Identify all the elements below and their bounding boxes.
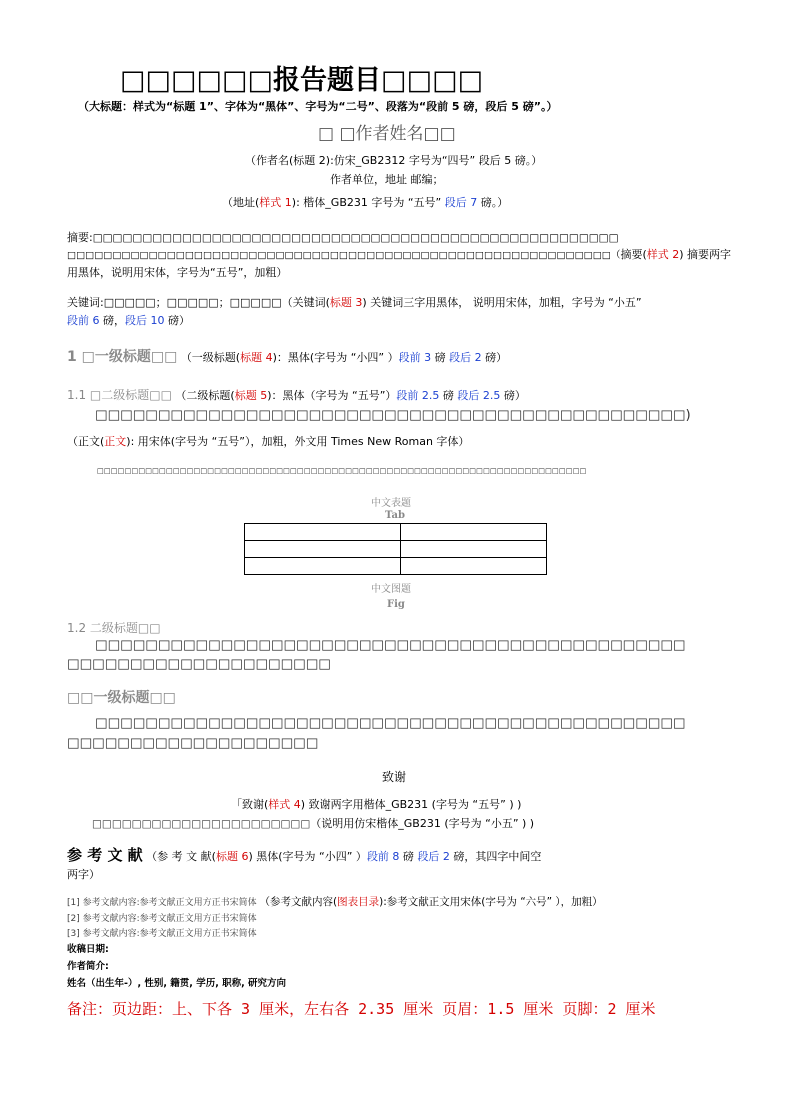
keywords-line-1 xyxy=(67,294,642,310)
reference-note-b: ):参考文献正文用宋体(字号为 “六号” ），加粗） xyxy=(379,896,603,908)
address-style-tag: 样式 1 xyxy=(259,196,292,209)
heading-1-text: 1 □一级标题□□ xyxy=(67,349,178,365)
address-after-spacing: 段后 7 xyxy=(444,196,478,209)
heading-1-note-a: （一级标题( xyxy=(180,351,241,364)
keywords-boxes: □□□□□；□□□□□；□□□□□（关键词( xyxy=(103,296,330,309)
author-style-note: （作者名(标题 2):仿宋_GB2312 字号为“四号” 段后 5 磅。） xyxy=(245,154,543,167)
table-row xyxy=(245,558,547,575)
heading-1b: □□一级标题□□ xyxy=(67,690,176,706)
author-name: □ □作者姓名□□ xyxy=(318,124,456,144)
figure-en-title: Fig xyxy=(387,599,405,610)
page-title: □□□□□□报告题目□□□□ xyxy=(120,65,484,96)
heading-1-end: 磅） xyxy=(481,351,508,364)
table-cell xyxy=(245,558,401,575)
refs-before: 段前 8 xyxy=(366,850,400,863)
author-bio: 姓名（出生年-）, 性别, 籍贯, 学历, 职称, 研究方向 xyxy=(67,978,287,989)
heading-2 xyxy=(67,386,526,403)
keywords-unit-1: 磅， xyxy=(99,314,125,327)
heading-1-mid: 磅 xyxy=(431,351,450,364)
keywords-after: 段后 10 xyxy=(125,314,165,327)
heading-2-end: 磅） xyxy=(500,389,526,402)
body-1-note-a: （正文( xyxy=(67,435,105,448)
table-cell xyxy=(401,558,547,575)
keywords-unit-2: 磅） xyxy=(164,314,190,327)
refs-heading-line xyxy=(67,844,541,865)
abstract-boxes-2: □□□□□□□□□□□□□□□□□□□□□□□□□□□□□□□□□□□□□□□□□□□□□□□□□□□□□□□□□□□□（ xyxy=(67,250,621,261)
heading-2-mid: 磅 xyxy=(439,389,458,402)
abstract-boxes-1: □□□□□□□□□□□□□□□□□□□□□□□□□□□□□□□□□□□□□□□□□□□□□□□□□□□□□ xyxy=(92,232,619,244)
ack-box-note: （说明用仿宋楷体_GB231 (字号为 “小五” ) ) xyxy=(310,817,535,830)
refs-after: 段后 2 xyxy=(417,850,450,863)
margin-note: 备注：页边距：上、下各 3 厘米，左右各 2.35 厘米 页眉：1.5 厘米 页脚：2 厘米 xyxy=(67,1000,656,1018)
abstract-line-3: 用黑体，说明用宋体，字号为“五号”，加粗） xyxy=(67,266,288,279)
keywords-line-2 xyxy=(67,312,190,328)
heading-2b: 1.2 二级标题□□ xyxy=(67,621,161,635)
body-1-style-tag: 正文 xyxy=(104,435,127,448)
table-en-title: Tab xyxy=(385,510,405,521)
heading-1-before: 段前 3 xyxy=(398,351,432,364)
body-1-boxes: □□□□□□□□□□□□□□□□□□□□□□□□□□□□□□□□□□□□□□□□□□□□□□□) xyxy=(95,408,691,423)
refs-note-b: ) 黑体(字号为 “小四” ） xyxy=(248,850,367,863)
body-3-line-2: □□□□□□□□□□□□□□□□□□□□ xyxy=(67,736,319,751)
ack-note-b: ) 致谢两字用楷体_GB231 (字号为 “五号” ) ) xyxy=(300,798,522,811)
figure-cn-title: 中文图题 xyxy=(371,584,411,595)
table-cell xyxy=(401,524,547,541)
received-date: 收稿日期: xyxy=(67,944,109,955)
reference-note xyxy=(260,896,603,908)
body-3-line-1: □□□□□□□□□□□□□□□□□□□□□□□□□□□□□□□□□□□□□□□□□□□□□□□ xyxy=(95,716,686,731)
table-cell xyxy=(245,524,401,541)
heading-2-note-b: )：黑体（字号为 “五号”） xyxy=(267,389,397,402)
table-cn-title: 中文表题 xyxy=(371,498,411,509)
ack-boxes-line xyxy=(92,815,534,831)
body-2-line-2: □□□□□□□□□□□□□□□□□□□□□ xyxy=(67,657,331,672)
abstract-line-1 xyxy=(67,229,619,245)
keywords-before: 段前 6 xyxy=(67,314,100,327)
ack-style-tag: 样式 4 xyxy=(268,798,301,811)
heading-1-after: 段后 2 xyxy=(449,351,482,364)
address-prefix: （地址( xyxy=(222,196,260,209)
refs-mid: 磅 xyxy=(399,850,418,863)
refs-heading: 参 考 文 献 xyxy=(67,846,143,864)
body-1-note xyxy=(67,433,469,449)
abstract-style-tag: 样式 2 xyxy=(646,248,680,261)
reference-item: [2] 参考文献内容:参考文献正文用方正书宋简体 xyxy=(67,914,257,924)
author-unit: 作者单位，地址 邮编； xyxy=(330,173,444,186)
refs-end: 磅，其四字中间空 xyxy=(449,850,542,863)
refs-note-a: （参 考 文 献( xyxy=(146,850,216,863)
reference-item: [3] 参考文献内容:参考文献正文用方正书宋简体 xyxy=(67,929,257,939)
keywords-style-tag: 标题 3 xyxy=(329,296,363,309)
body-1-note-b: ): 用宋体(字号为 “五号”），加粗，外文用 Times New Roman 字体） xyxy=(126,435,470,448)
heading-2-style-tag: 标题 5 xyxy=(234,389,268,402)
keywords-label: 关键词: xyxy=(67,296,104,309)
reference-item-text: [1] 参考文献内容:参考文献正文用方正书宋简体 xyxy=(67,898,257,908)
ack-note-a: 「致谢( xyxy=(231,798,269,811)
author-bio-label: 作者简介: xyxy=(67,961,109,972)
abstract-label: 摘要: xyxy=(67,231,93,244)
reference-note-a: （参考文献内容( xyxy=(259,896,338,908)
small-boxes-line: □□□□□□□□□□□□□□□□□□□□□□□□□□□□□□□□□□□□□□□□□□□□□□□□□□□□□□□□□□□□□□□□□□□□□□□ xyxy=(97,466,587,475)
heading-2-note-a: （二级标题( xyxy=(175,389,235,402)
data-table xyxy=(244,523,547,575)
ack-title: 致谢 xyxy=(382,770,407,784)
refs-style-tag: 标题 6 xyxy=(215,850,249,863)
reference-item xyxy=(67,894,603,909)
ack-boxes: □□□□□□□□□□□□□□□□□□□□□□ xyxy=(92,818,311,830)
abstract-note-b: ) 摘要两字 xyxy=(679,248,732,261)
heading-1 xyxy=(67,346,507,366)
heading-1-note-b: )：黑体(字号为 “小四” ） xyxy=(272,351,399,364)
refs-heading-line-2: 两字） xyxy=(67,868,100,881)
table-row xyxy=(245,541,547,558)
heading-2-text: 1.1 □二级标题□□ xyxy=(67,388,172,402)
table-cell xyxy=(401,541,547,558)
reference-style-tag: 图表目录 xyxy=(337,896,380,908)
abstract-note-a: 摘要( xyxy=(620,248,647,261)
abstract-line-2 xyxy=(67,246,731,262)
heading-2-before: 段前 2.5 xyxy=(396,389,440,402)
heading-2-after: 段后 2.5 xyxy=(457,389,501,402)
ack-note xyxy=(231,796,521,812)
keywords-note: ) 关键词三字用黑体， 说明用宋体，加粗，字号为 “小五” xyxy=(362,296,642,309)
table-cell xyxy=(245,541,401,558)
body-2-line-1: □□□□□□□□□□□□□□□□□□□□□□□□□□□□□□□□□□□□□□□□□□□□□□□ xyxy=(95,638,686,653)
title-style-note: （大标题：样式为“标题 1”、字体为“黑体”、字号为“二号”、段落为“段前 5 磅，段后 5 磅”。） xyxy=(78,100,558,113)
heading-1-style-tag: 标题 4 xyxy=(240,351,273,364)
address-middle: ): 楷体_GB231 字号为 “五号” xyxy=(291,196,445,209)
author-address xyxy=(222,194,508,210)
address-end: 磅。） xyxy=(477,196,509,209)
table-row xyxy=(245,524,547,541)
